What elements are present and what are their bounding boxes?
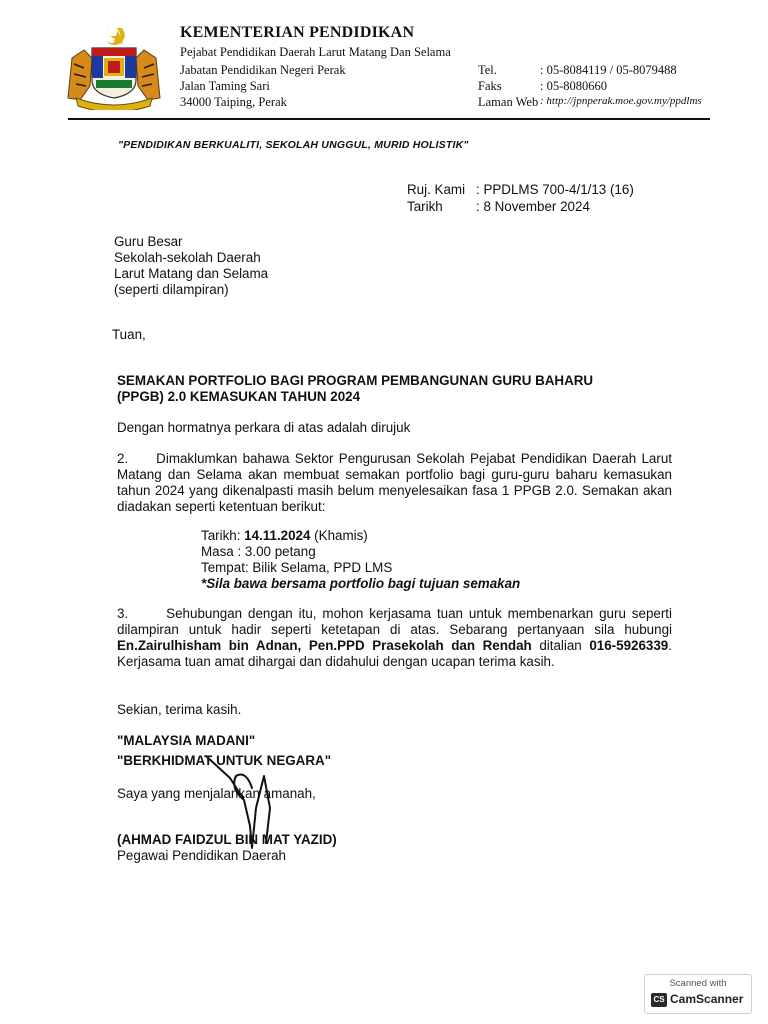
date-value: : 8 November 2024 — [476, 199, 590, 214]
detail-venue: Tempat: Bilik Selama, PPD LMS — [201, 560, 393, 575]
paragraph-2-number: 2. — [117, 451, 129, 466]
trust-line: Saya yang menjalankan amanah, — [117, 786, 316, 801]
detail-date-prefix: Tarikh: — [201, 528, 245, 543]
paragraph-3-text-b: ditalian — [531, 638, 590, 653]
camscanner-watermark — [644, 974, 752, 1014]
paragraph-3 — [117, 606, 672, 670]
recipient-line-2: Sekolah-sekolah Daerah — [114, 250, 261, 265]
paragraph-3-text-c: . Kerjasama tuan amat dihargai dan didahului dengan ucapan terima kasih. — [117, 638, 672, 669]
recipient-line-3: Larut Matang dan Selama — [114, 266, 269, 281]
slogan-malaysia-madani: "MALAYSIA MADANI" — [117, 733, 256, 748]
department-name: Jabatan Pendidikan Negeri Perak — [180, 63, 346, 77]
tel-value: : 05-8084119 / 05-8079488 — [540, 63, 677, 77]
address-city: 34000 Taiping, Perak — [180, 95, 287, 109]
paragraph-3-contact: En.Zairulhisham bin Adnan, Pen.PPD Prasekolah dan Rendah — [117, 638, 532, 653]
detail-note: *Sila bawa bersama portfolio bagi tujuan semakan — [201, 576, 521, 591]
tel-label: Tel. — [478, 63, 497, 77]
slogan-berkhidmat: "BERKHIDMAT UNTUK NEGARA" — [117, 753, 332, 768]
salutation: Tuan, — [112, 327, 146, 342]
subject-line-1: SEMAKAN PORTFOLIO BAGI PROGRAM PEMBANGUNAN GURU BAHARU — [117, 373, 594, 388]
reference-value: : PPDLMS 700-4/1/13 (16) — [476, 182, 634, 197]
date-label: Tarikh — [407, 199, 443, 214]
detail-date-suffix: (Khamis) — [310, 528, 368, 543]
fax-label: Faks — [478, 79, 502, 93]
signatory-name: (AHMAD FAIDZUL BIN MAT YAZID) — [117, 832, 337, 847]
closing-line: Sekian, terima kasih. — [117, 702, 242, 717]
detail-time: Masa : 3.00 petang — [201, 544, 316, 559]
web-value: : http://jpnperak.moe.gov.my/ppdlms — [540, 95, 702, 107]
scanner-name: CamScanner — [670, 992, 744, 1006]
paragraph-3-number: 3. — [117, 606, 129, 621]
paragraph-2 — [117, 451, 672, 515]
recipient-line-1: Guru Besar — [114, 234, 183, 249]
fax-value: : 05-8080660 — [540, 79, 608, 93]
web-label: Laman Web — [478, 95, 539, 109]
paragraph-2-text: Dimaklumkan bahawa Sektor Pengurusan Sekolah Pejabat Pendidikan Daerah Larut Matang dan Selama akan membuat semakan portfolio bagi guru-guru baharu kemasukan tahun 2024 yang dikenalpasti masih belum menyelesaikan fasa 1 PPGB 2.0. Semakan akan diadakan seperti ketentuan berikut: — [117, 451, 672, 514]
camscanner-logo-icon: CS — [651, 993, 667, 1007]
detail-date — [201, 528, 368, 544]
reference-label: Ruj. Kami — [407, 182, 466, 197]
signatory-title: Pegawai Pendidikan Daerah — [117, 848, 286, 863]
ministry-name: KEMENTERIAN PENDIDIKAN — [180, 24, 415, 41]
paragraph-3-phone: 016-5926339 — [589, 638, 669, 653]
recipient-line-4: (seperti dilampiran) — [114, 282, 229, 297]
detail-date-value: 14.11.2024 — [244, 528, 311, 543]
motto: "PENDIDIKAN BERKUALITI, SEKOLAH UNGGUL, MURID HOLISTIK" — [118, 139, 469, 151]
subject-line-2: (PPGB) 2.0 KEMASUKAN TAHUN 2024 — [117, 389, 361, 404]
opening-line: Dengan hormatnya perkara di atas adalah dirujuk — [117, 420, 411, 435]
letterhead-divider — [68, 118, 710, 120]
paragraph-3-text-a: Sehubungan dengan itu, mohon kerjasama tuan untuk membenarkan guru seperti dilampiran untuk hadir seperti ketetapan di atas. Sebarang pertanyaan sila hubungi — [117, 606, 672, 637]
coat-of-arms-logo — [62, 28, 166, 110]
scanner-caption: Scanned with — [669, 978, 727, 989]
address-street: Jalan Taming Sari — [180, 79, 270, 93]
office-name: Pejabat Pendidikan Daerah Larut Matang Dan Selama — [180, 45, 451, 59]
